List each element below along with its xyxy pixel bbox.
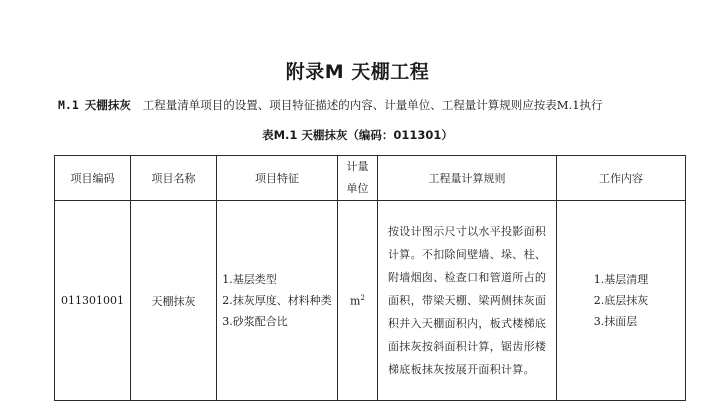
header-unit-line1: 计量 [346, 160, 369, 173]
section-code: M.1 [58, 98, 79, 112]
cell-features [217, 201, 338, 401]
page-title: 附录M 天棚工程 [285, 61, 430, 83]
header-name: 项目名称 [131, 156, 217, 201]
header-unit [338, 156, 378, 201]
header-rule: 工程量计算规则 [378, 156, 557, 201]
section-intro [58, 96, 708, 114]
work-item: 2.底层抹灰 [593, 294, 649, 307]
cell-rule: 按设计图示尺寸以水平投影面积计算。不扣除间壁墙、垛、柱、附墙烟囱、检查口和管道所占的面积，带梁天棚、梁两侧抹灰面积并入天棚面积内，板式楼梯底面抹灰按斜面积计算，锯齿形楼梯底板抹灰按展开面积计算。 [378, 201, 557, 401]
header-unit-line2: 单位 [346, 182, 369, 195]
work-item: 1.基层清理 [593, 273, 649, 286]
header-features: 项目特征 [217, 156, 338, 201]
header-work: 工作内容 [557, 156, 686, 201]
section-name: 天棚抹灰 [84, 98, 131, 112]
cell-code: 011301001 [55, 201, 131, 401]
feature-item: 1.基层类型 [222, 273, 277, 286]
section-text: 工程量清单项目的设置、项目特征描述的内容、计量单位、工程量计算规则应按表M.1执行 [142, 98, 603, 112]
table-row [55, 201, 686, 401]
spec-table [54, 155, 686, 401]
unit-superscript: 2 [360, 293, 365, 302]
table-header-row [55, 156, 686, 201]
work-item: 3.抹面层 [593, 315, 638, 328]
header-code: 项目编码 [55, 156, 131, 201]
cell-name: 天棚抹灰 [131, 201, 217, 401]
feature-item: 3.砂浆配合比 [222, 315, 288, 328]
cell-work [557, 201, 686, 401]
table-caption: 表M.1 天棚抹灰（编码：011301） [262, 128, 453, 142]
cell-unit [338, 201, 378, 401]
feature-item: 2.抹灰厚度、材料种类 [222, 294, 332, 307]
unit-base: m [350, 294, 361, 308]
